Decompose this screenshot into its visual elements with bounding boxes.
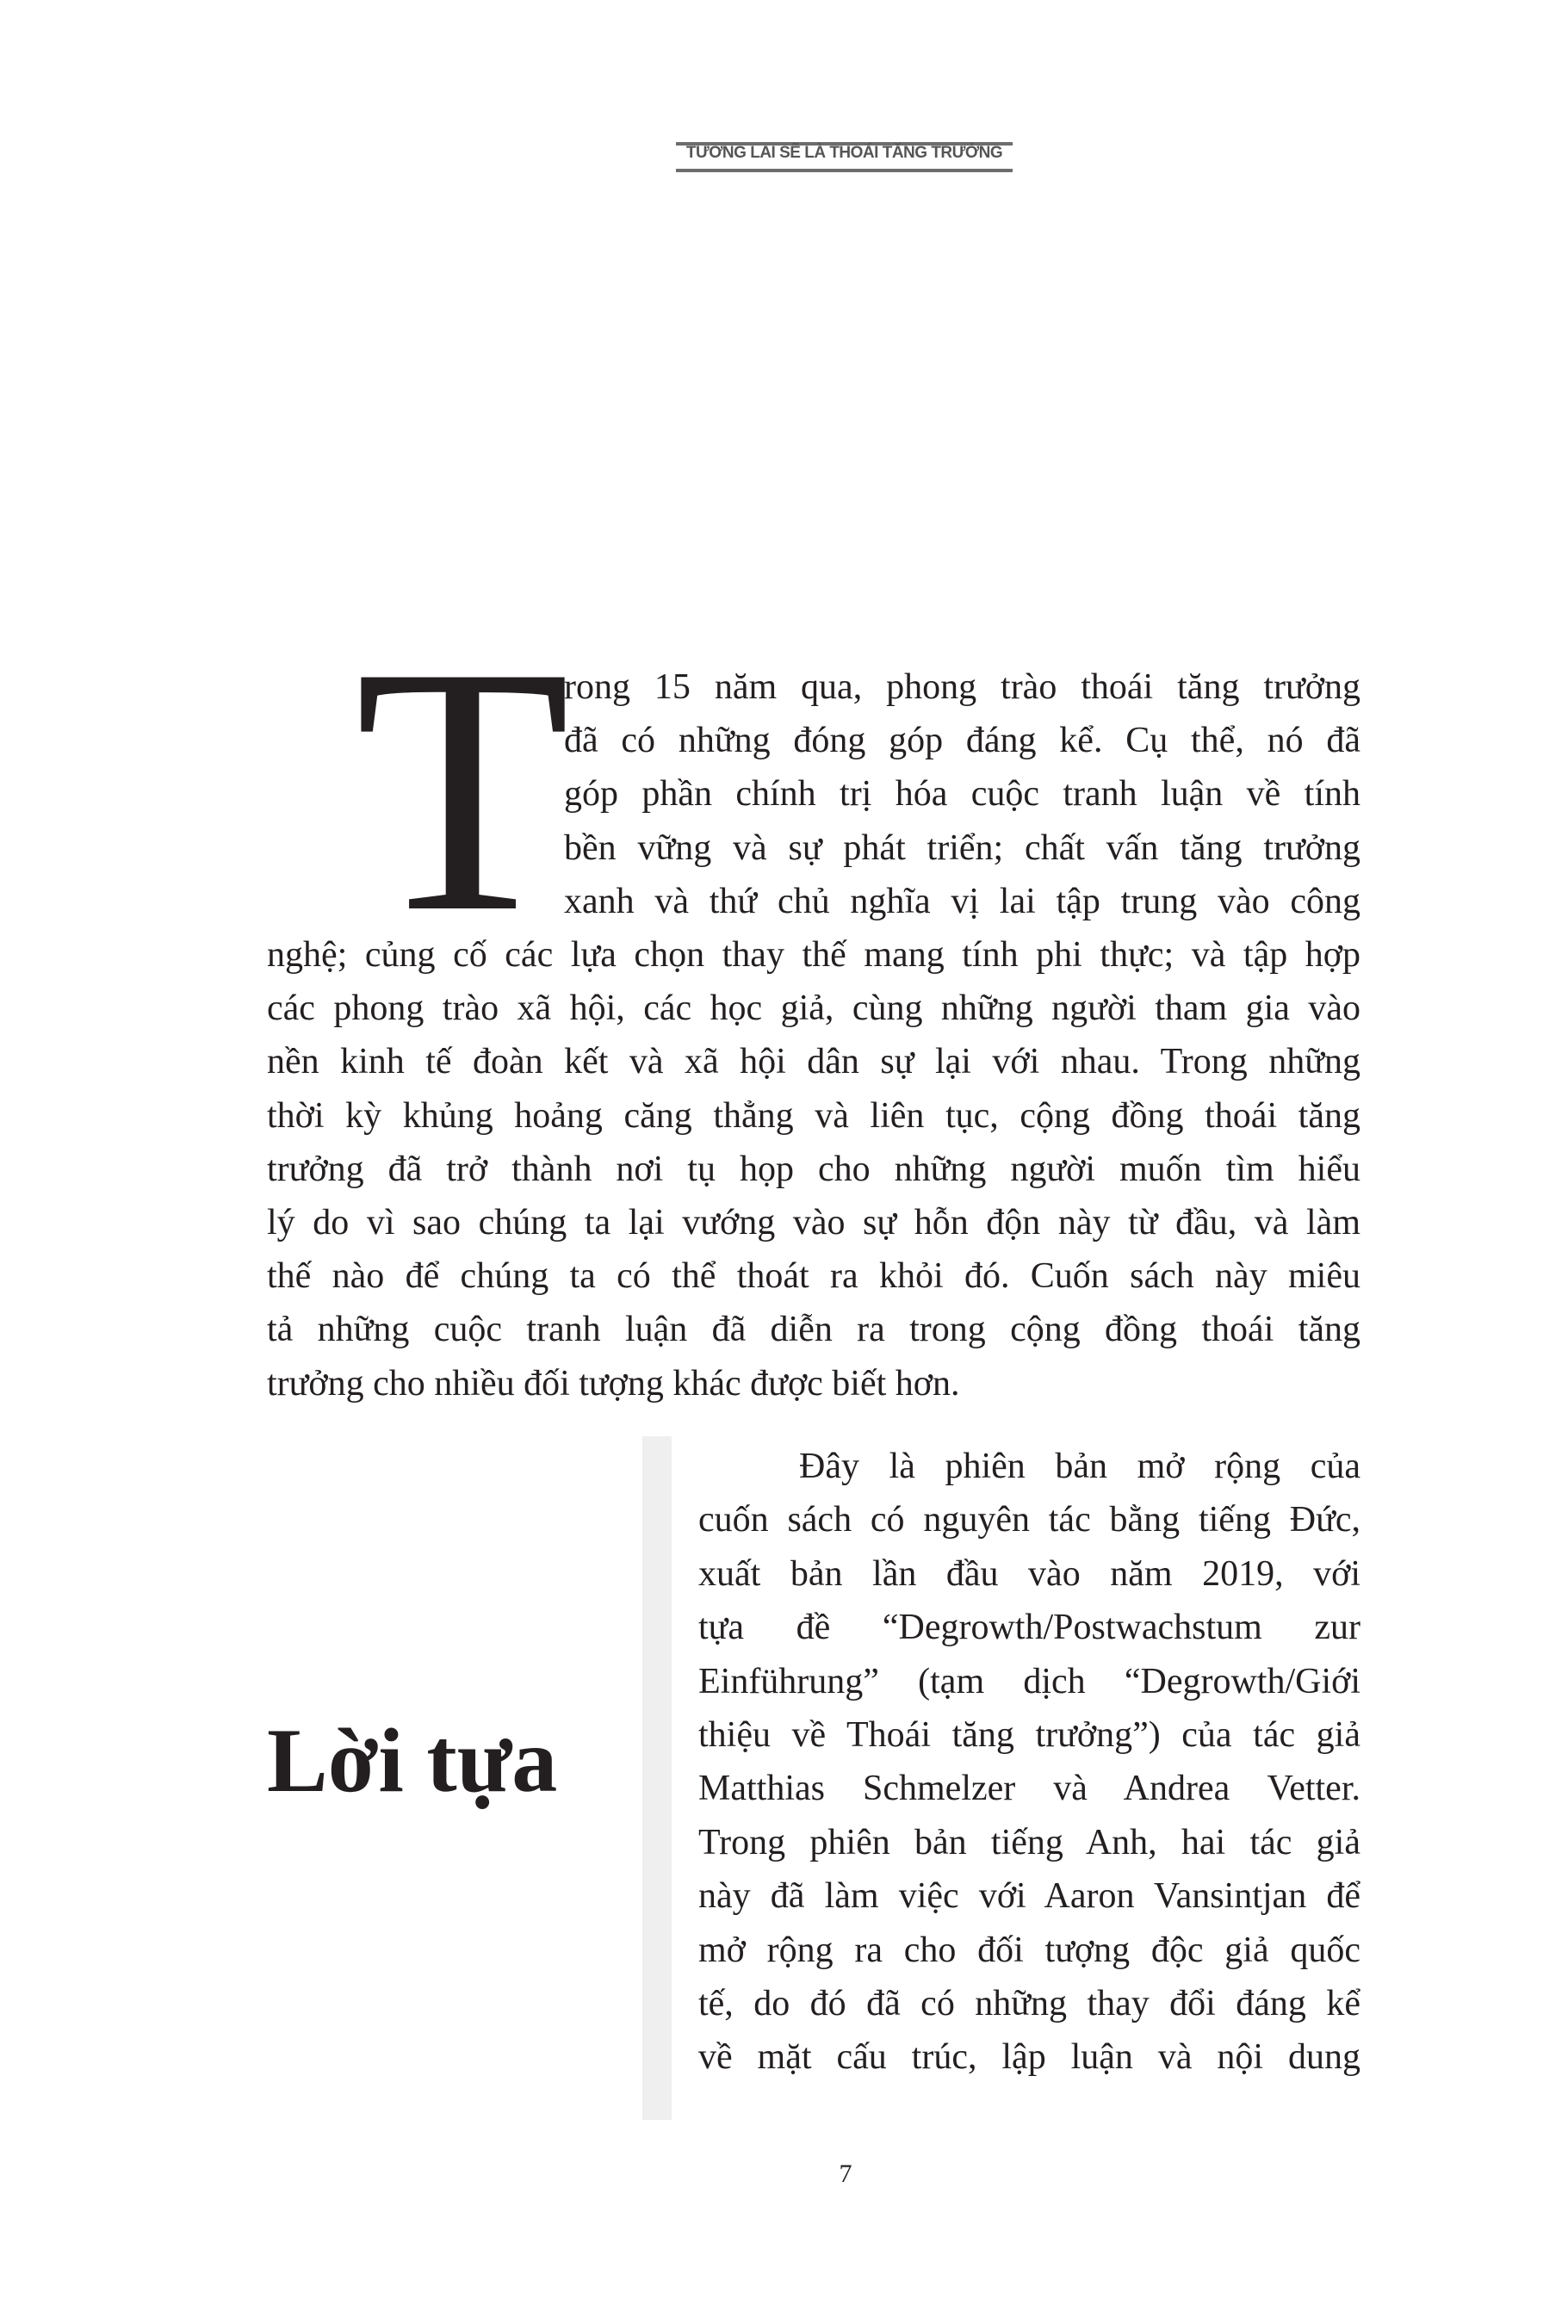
text-line: thời kỳ khủng hoảng căng thẳng và liên tục, cộng đồng thoái tăng: [267, 1095, 1360, 1136]
text-line: bền vững và sự phát triển; chất vấn tăng trưởng: [564, 827, 1360, 868]
text-line: Đây là phiên bản mở rộng của: [799, 1447, 1360, 1486]
text-line: Einführung” (tạm dịch “Degrowth/Giới: [698, 1661, 1360, 1701]
text-line: nghệ; củng cố các lựa chọn thay thế mang tính phi thực; và tập hợp: [267, 935, 1360, 975]
text-line: cuốn sách có nguyên tác bằng tiếng Đức,: [698, 1500, 1360, 1540]
text-line: nền kinh tế đoàn kết và xã hội dân sự lại với nhau. Trong những: [267, 1042, 1360, 1082]
text-line: mở rộng ra cho đối tượng độc giả quốc: [698, 1930, 1360, 1970]
text-line: thế nào để chúng ta có thể thoát ra khỏi đó. Cuốn sách này miêu: [267, 1256, 1360, 1297]
text-line: lý do vì sao chúng ta lại vướng vào sự hỗn độn này từ đầu, và làm: [267, 1203, 1360, 1243]
text-line: về mặt cấu trúc, lập luận và nội dung: [698, 2037, 1360, 2078]
section-heading: Lời tựa: [267, 1710, 558, 1811]
text-line: xanh và thứ chủ nghĩa vị lai tập trung vào công: [564, 881, 1360, 921]
text-line: này đã làm việc với Aaron Vansintjan để: [698, 1876, 1360, 1917]
decorative-bar: [642, 1436, 672, 2120]
page-number: 7: [839, 2160, 852, 2188]
text-line: đã có những đóng góp đáng kể. Cụ thể, nó đã: [564, 721, 1360, 761]
text-line: tế, do đó đã có những thay đổi đáng kể: [698, 1984, 1360, 2023]
text-line: tả những cuộc tranh luận đã diễn ra trong cộng đồng thoái tăng: [267, 1310, 1360, 1350]
text-line: góp phần chính trị hóa cuộc tranh luận về tính: [564, 774, 1360, 815]
drop-cap: T: [355, 594, 571, 985]
text-line: trưởng đã trở thành nơi tụ họp cho những người muốn tìm hiểu: [267, 1149, 1360, 1189]
text-line: Trong phiên bản tiếng Anh, hai tác giả: [698, 1822, 1360, 1862]
text-line: thiệu về Thoái tăng trưởng”) của tác giả: [698, 1715, 1360, 1755]
text-line: trưởng cho nhiều đối tượng khác được biết hơn.: [267, 1363, 960, 1404]
running-title: TƯƠNG LAI SẼ LÀ THOÁI TĂNG TRƯỞNG: [685, 144, 1003, 162]
text-line: tựa đề “Degrowth/Postwachstum zur: [698, 1608, 1360, 1648]
text-line: các phong trào xã hội, các học giả, cùng những người tham gia vào: [267, 988, 1360, 1029]
text-line: xuất bản lần đầu vào năm 2019, với: [698, 1553, 1360, 1594]
header-rule-bottom: [676, 169, 1013, 172]
text-line: rong 15 năm qua, phong trào thoái tăng trưởng: [564, 667, 1360, 707]
text-line: Matthias Schmelzer và Andrea Vetter.: [698, 1769, 1360, 1809]
